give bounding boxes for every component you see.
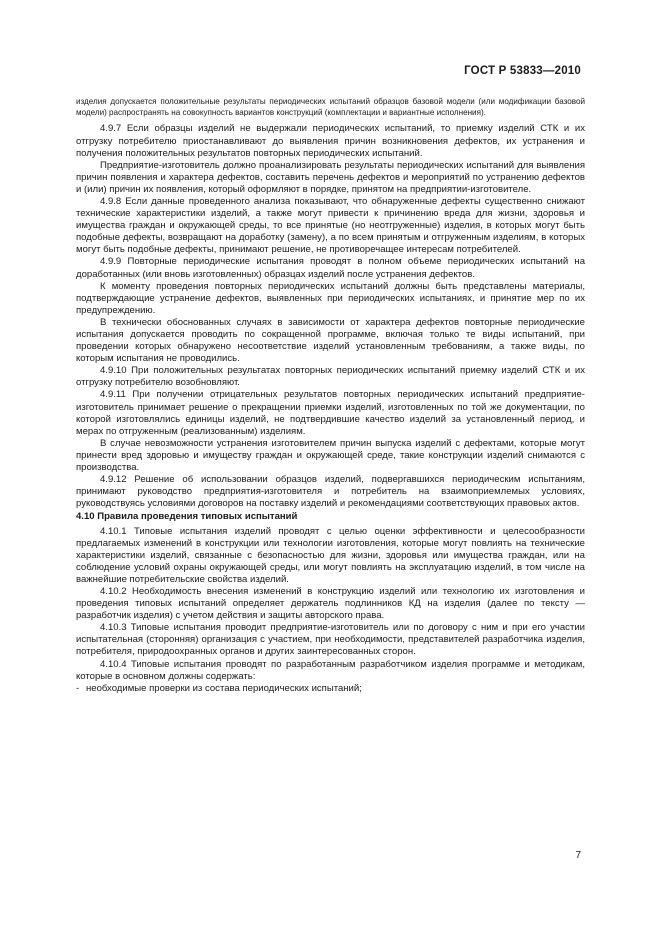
list-item-text: необходимые проверки из состава периодических испытаний; [86, 682, 362, 694]
paragraph-reduced-program: В технически обоснованных случаях в зависимости от характера дефектов повторные периодические испытания допускается проводить по сокращенной программе, включая только те виды испытаний, при проведении которых обнаружено несоответствие изделий установленным требованиям, а также виды, по которым испытания не проводились. [76, 316, 585, 365]
document-body [76, 97, 585, 695]
paragraph-4-10-1: 4.10.1 Типовые испытания изделий проводят с целью оценки эффективности и целесообразности предлагаемых изменений в конструкции или технологии изготовления, которые могут повлиять на технические характеристики изделий, связанные с безопасностью для жизни, здоровья или имущества граждан, или на соблюдение условий охраны окружающей среды, или могут повлиять на эксплуатацию изделий, в том числе на важнейшие потребительские свойства изделий. [76, 525, 585, 585]
section-heading-4-10: 4.10 Правила проведения типовых испытаний [76, 511, 298, 523]
paragraph-4-10-3: 4.10.3 Типовые испытания проводит предприятие-изготовитель или по договору с ним и при его участии испытательная (сторонняя) организация с участием, при необходимости, представителей разработчика изделия, потребителя, природоохранных органов и других заинтересованных сторон. [76, 622, 585, 658]
paragraph-4-9-9: 4.9.9 Повторные периодические испытания проводят в полном объеме периодических испытаний на доработанных (или вновь изготовленных) образцах изделий после устранения дефектов. [76, 256, 585, 280]
dash-marker: - [76, 682, 80, 694]
list-item-dash [76, 683, 585, 695]
paragraph-4-9-7: 4.9.7 Если образцы изделий не выдержали периодических испытаний, то приемку изделий СТК и их отгрузку потребителю приостанавливают до выявления причин возникновения дефектов, их устранения и получения положительных результатов повторных периодических испытаний. [76, 123, 585, 159]
paragraph-production-stop: В случае невозможности устранения изготовителем причин выпуска изделий с дефектами, которые могут принести вред здоровью и имуществу граждан и окружающей среде, такие конструкции изделий снимаются с производства. [76, 437, 585, 474]
paragraph-4-10-2: 4.10.2 Необходимость внесения изменений в конструкцию изделий или технологию их изготовления и проведения типовых испытаний определяет держатель подлинников КД на изделия (далее по тексту — разработчик изделия) с учетом действия и защиты авторского права. [76, 585, 585, 622]
standard-header: ГОСТ Р 53833—2010 [464, 65, 581, 77]
page-number: 7 [575, 850, 581, 861]
paragraph-continuation: изделия допускается положительные результаты периодических испытаний образцов базовой модели (или модификации базовой модели) распространять на совокупность вариантов конструкций (комплектации и вариантные исполнения). [76, 97, 585, 117]
paragraph-analysis: Предприятие-изготовитель должно проанализировать результаты периодических испытаний для выявления причин появления и характера дефектов, составить перечень дефектов и мероприятий по устранению дефектов и (или) причин их появления, который оформляют в порядке, принятом на предприятии-изготовителе. [76, 159, 585, 195]
paragraph-4-9-12: 4.9.12 Решение об использовании образцов изделий, подвергавшихся периодическим испытаниям, принимают руководство предприятия-изготовителя и потребитель на взаимоприемлемых условиях, руководствуясь условиями договоров на поставку изделий и рекомендациями соответствующих правовых актов. [76, 474, 585, 510]
paragraph-materials: К моменту проведения повторных периодических испытаний должны быть представлены материалы, подтверждающие устранение дефектов, выявленных при периодических испытаниях, и принятие мер по их предупреждению. [76, 280, 585, 316]
paragraph-4-9-11: 4.9.11 При получении отрицательных результатов повторных периодических испытаний предприятие-изготовитель принимает решение о прекращении приемки изделий, изготовленных по той же документации, по которой изготовлялись единицы изделий, не подтвердившие качество изделий за установленный период, и мерах по отгруженным (реализованным) изделиям. [76, 389, 585, 437]
paragraph-4-9-8: 4.9.8 Если данные проведенного анализа показывают, что обнаруженные дефекты существенно снижают технические характеристики изделий, а также могут привести к причинению вреда для жизни, здоровья и имущества граждан и окружающей среды, то все принятые (но неотгруженные) изделия, в которых могут быть подобные дефекты, возвращают на доработку (замену), а по всем принятым и отгруженным изделиям, в которых могут быть подобные дефекты, принимают решение, не противоречащее интересам потребителей. [76, 195, 585, 256]
paragraph-4-10-4: 4.10.4 Типовые испытания проводят по разработанным разработчиком изделия программе и методикам, которые в основном должны содержать: [76, 658, 585, 682]
paragraph-4-9-10: 4.9.10 При положительных результатах повторных периодических испытаний приемку изделий СТК и их отгрузку потребителю возобновляют. [76, 365, 585, 389]
